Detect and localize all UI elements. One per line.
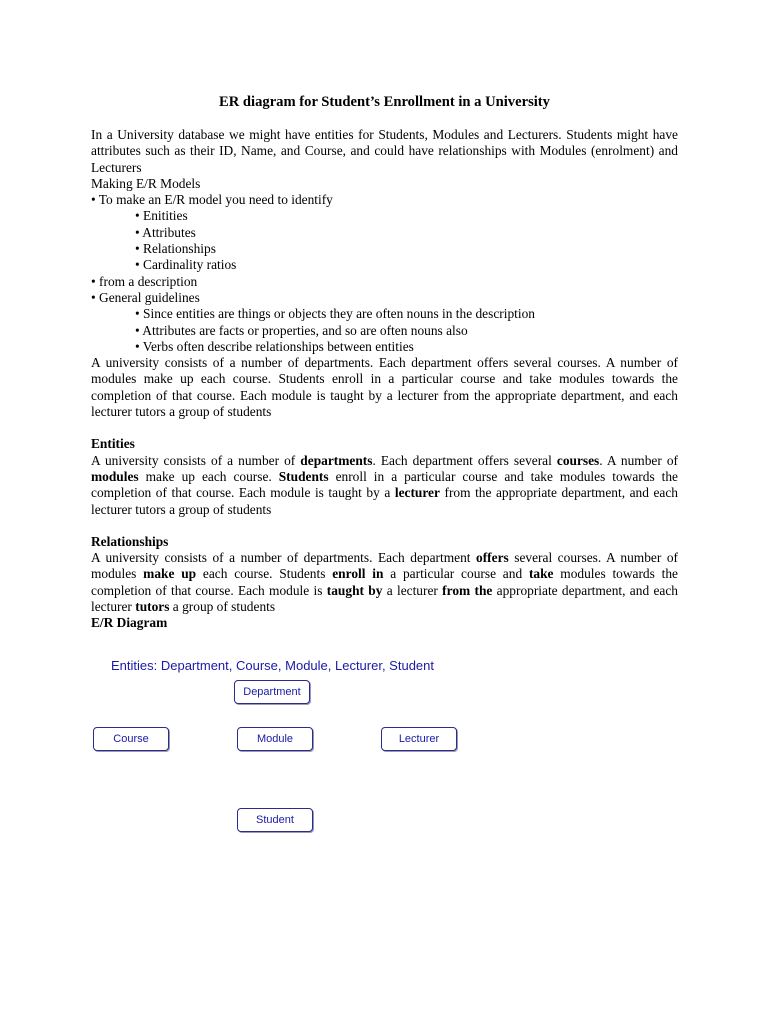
- guidelines-sub-list: [91, 306, 678, 355]
- bold-term: offers: [476, 550, 509, 566]
- bold-term: Students: [278, 468, 329, 484]
- text-run: A university consists of a number of departments. Each department: [91, 550, 477, 566]
- main-bullet-list: [91, 192, 678, 208]
- bold-term: make up: [143, 566, 197, 582]
- bold-term: lecturer: [394, 485, 440, 501]
- text-run: from the appropriate department, and each lecturer tutors a group of students: [91, 485, 678, 517]
- description-paragraph: A university consists of a number of departments. Each department offers several courses. A number of modules make up each course. Students enroll in a particular course and take modules towards the completion of that course. Each module is taught by a lecturer from the appropriate department, and each lecturer tutors a group of students: [91, 355, 678, 420]
- document-title: ER diagram for Student’s Enrollment in a University: [219, 94, 550, 110]
- entity-box-lecturer[interactable]: Lecturer: [381, 727, 457, 751]
- bold-term: from the: [442, 582, 493, 598]
- sub-bullet-item: • Relationships: [135, 241, 216, 257]
- bold-term: modules: [91, 468, 139, 484]
- sub-bullet-item: • Attributes: [135, 224, 196, 240]
- sub-bullet-item: • Verbs often describe relationships between entities: [135, 338, 414, 354]
- sub-bullet-item: • Attributes are facts or properties, and so are often nouns also: [135, 322, 468, 338]
- text-run: . A number of: [599, 452, 678, 468]
- text-run: modules towards the completion of that course. Each module is: [91, 566, 678, 598]
- relationships-heading: Relationships: [91, 533, 169, 549]
- bold-term: take: [528, 566, 554, 582]
- bold-term: courses: [556, 452, 600, 468]
- document-page: [91, 93, 678, 632]
- sub-bullet-item: • Since entities are things or objects they are often nouns in the description: [135, 306, 535, 322]
- bold-term: taught by: [326, 582, 383, 598]
- text-run: . Each department offers several: [372, 452, 557, 468]
- bullet-identify: • To make an E/R model you need to identify: [91, 192, 333, 208]
- text-run: each course. Students: [196, 566, 333, 582]
- bold-term: tutors: [135, 599, 170, 615]
- entity-box-student[interactable]: Student: [237, 808, 313, 832]
- text-run: a lecturer: [382, 582, 443, 598]
- entity-box-department[interactable]: Department: [234, 680, 310, 704]
- bold-term: enroll in: [332, 566, 384, 582]
- intro-paragraph: In a University database we might have entities for Students, Modules and Lecturers. Students might have attributes such as their ID, Name, and Course, and could have relationships with Modules (enrolment) and Lecturers: [91, 127, 678, 175]
- bullet-from-description: • from a description: [91, 273, 198, 289]
- sub-bullet-item: • Enitities: [135, 208, 188, 224]
- text-run: A university consists of a number of: [91, 452, 301, 468]
- sub-bullet-item: • Cardinality ratios: [135, 257, 237, 273]
- text-run: a particular course and: [383, 566, 529, 582]
- entities-paragraph: [91, 453, 678, 518]
- entity-box-module[interactable]: Module: [237, 727, 313, 751]
- relationships-paragraph: [91, 550, 678, 615]
- main-bullet-list-cont: [91, 274, 678, 307]
- er-diagram-heading: E/R Diagram: [91, 615, 168, 631]
- bold-term: departments: [300, 452, 373, 468]
- text-run: enroll in a particular course and take modules towards the completion of that course. Each module is taught by a: [91, 468, 678, 501]
- bullet-guidelines: • General guidelines: [91, 289, 200, 305]
- entity-box-course[interactable]: Course: [93, 727, 169, 751]
- diagram-entities-line: Entities: Department, Course, Module, Lecturer, Student: [111, 658, 435, 673]
- text-run: several courses. A number of modules: [91, 550, 678, 582]
- identify-sub-list: [91, 208, 678, 273]
- text-run: appropriate department, and each lecturer: [91, 582, 678, 615]
- text-run: a group of students: [169, 599, 276, 615]
- entities-heading: Entities: [91, 436, 135, 452]
- making-models-heading: Making E/R Models: [91, 175, 201, 191]
- text-run: make up each course.: [138, 468, 279, 484]
